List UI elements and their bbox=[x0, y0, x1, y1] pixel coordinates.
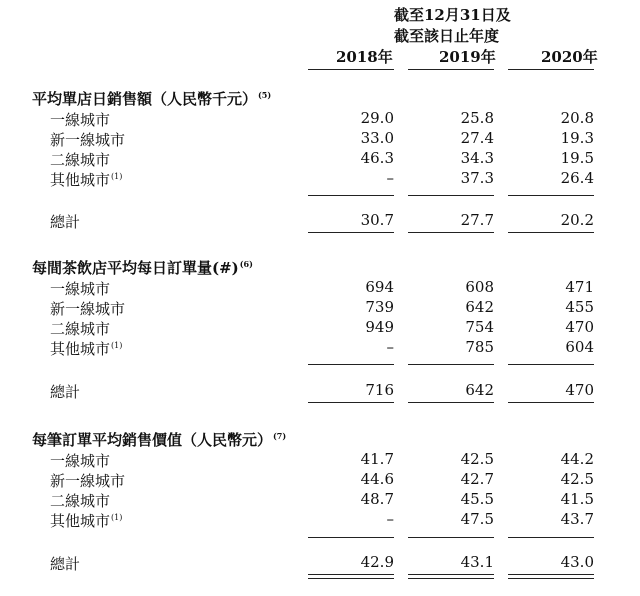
subtotal-rule bbox=[408, 364, 494, 365]
row-label: 二線城市 bbox=[50, 151, 111, 169]
total-rule bbox=[308, 232, 394, 233]
row-label: 新一線城市 bbox=[50, 131, 126, 149]
value-cell: 34.3 bbox=[460, 149, 494, 167]
total-value: 20.2 bbox=[560, 211, 594, 229]
subtotal-rule bbox=[308, 364, 394, 365]
value-cell: 949 bbox=[365, 318, 394, 336]
total-rule bbox=[408, 402, 494, 403]
value-cell: – bbox=[386, 169, 394, 187]
value-cell: 25.8 bbox=[460, 109, 494, 127]
row-label: 其他城市$^{(1)}$ bbox=[50, 171, 123, 189]
grand-total-double-rule bbox=[508, 574, 594, 579]
row-label: 一線城市 bbox=[50, 111, 111, 129]
total-value: 716 bbox=[365, 381, 394, 399]
value-cell: 44.6 bbox=[360, 470, 394, 488]
total-rule bbox=[508, 232, 594, 233]
period-header-line1: 截至12月31日及 bbox=[394, 6, 511, 24]
header-underline-2018 bbox=[308, 69, 394, 70]
value-cell: 45.5 bbox=[460, 490, 494, 508]
total-rule bbox=[508, 402, 594, 403]
value-cell: 754 bbox=[465, 318, 494, 336]
row-label: 新一線城市 bbox=[50, 300, 126, 318]
value-cell: 37.3 bbox=[460, 169, 494, 187]
total-label: 總計 bbox=[50, 213, 81, 231]
row-label: 二線城市 bbox=[50, 320, 111, 338]
value-cell: 19.5 bbox=[560, 149, 594, 167]
grand-total-double-rule bbox=[408, 574, 494, 579]
total-value: 42.9 bbox=[360, 553, 394, 571]
subtotal-rule bbox=[408, 537, 494, 538]
total-label: 總計 bbox=[50, 555, 81, 573]
value-cell: 455 bbox=[565, 298, 594, 316]
total-value: 642 bbox=[465, 381, 494, 399]
year-header-2019: 2019年 bbox=[439, 48, 496, 66]
total-value: 470 bbox=[565, 381, 594, 399]
value-cell: 42.7 bbox=[460, 470, 494, 488]
value-cell: – bbox=[386, 338, 394, 356]
value-cell: 608 bbox=[465, 278, 494, 296]
value-cell: 48.7 bbox=[360, 490, 394, 508]
value-cell: 44.2 bbox=[560, 450, 594, 468]
value-cell: 26.4 bbox=[560, 169, 594, 187]
subtotal-rule bbox=[408, 195, 494, 196]
subtotal-rule bbox=[508, 195, 594, 196]
total-value: 43.0 bbox=[560, 553, 594, 571]
subtotal-rule bbox=[508, 364, 594, 365]
value-cell: 471 bbox=[565, 278, 594, 296]
year-header-2018: 2018年 bbox=[336, 48, 393, 66]
value-cell: 27.4 bbox=[460, 129, 494, 147]
section-title-avg-daily-orders: 每間茶飲店平均每日訂單量(#)$^{(6)}$ bbox=[32, 259, 253, 277]
value-cell: 642 bbox=[465, 298, 494, 316]
total-label: 總計 bbox=[50, 383, 81, 401]
value-cell: 46.3 bbox=[360, 149, 394, 167]
section-title-avg-order-value: 每筆訂單平均銷售價值（人民幣元）$^{(7)}$ bbox=[32, 431, 287, 449]
year-header-2020: 2020年 bbox=[541, 48, 598, 66]
subtotal-rule bbox=[508, 537, 594, 538]
total-rule bbox=[408, 232, 494, 233]
total-value: 27.7 bbox=[460, 211, 494, 229]
value-cell: 43.7 bbox=[560, 510, 594, 528]
value-cell: 785 bbox=[465, 338, 494, 356]
value-cell: 41.5 bbox=[560, 490, 594, 508]
value-cell: 42.5 bbox=[560, 470, 594, 488]
value-cell: 19.3 bbox=[560, 129, 594, 147]
value-cell: 41.7 bbox=[360, 450, 394, 468]
total-value: 30.7 bbox=[360, 211, 394, 229]
value-cell: 470 bbox=[565, 318, 594, 336]
value-cell: 739 bbox=[365, 298, 394, 316]
row-label: 其他城市$^{(1)}$ bbox=[50, 340, 123, 358]
subtotal-rule bbox=[308, 537, 394, 538]
value-cell: 33.0 bbox=[360, 129, 394, 147]
value-cell: 42.5 bbox=[460, 450, 494, 468]
subtotal-rule bbox=[308, 195, 394, 196]
header-underline-2020 bbox=[508, 69, 594, 70]
row-label: 一線城市 bbox=[50, 452, 111, 470]
value-cell: 20.8 bbox=[560, 109, 594, 127]
row-label: 一線城市 bbox=[50, 280, 111, 298]
row-label: 其他城市$^{(1)}$ bbox=[50, 512, 123, 530]
value-cell: 29.0 bbox=[360, 109, 394, 127]
value-cell: 47.5 bbox=[460, 510, 494, 528]
period-header-line2: 截至該日止年度 bbox=[394, 27, 500, 45]
section-title-avg-daily-sales: 平均單店日銷售額（人民幣千元）$^{(5)}$ bbox=[32, 90, 272, 108]
row-label: 二線城市 bbox=[50, 492, 111, 510]
header-underline-2019 bbox=[408, 69, 494, 70]
row-label: 新一線城市 bbox=[50, 472, 126, 490]
value-cell: 694 bbox=[365, 278, 394, 296]
value-cell: – bbox=[386, 510, 394, 528]
grand-total-double-rule bbox=[308, 574, 394, 579]
total-value: 43.1 bbox=[460, 553, 494, 571]
total-rule bbox=[308, 402, 394, 403]
value-cell: 604 bbox=[565, 338, 594, 356]
